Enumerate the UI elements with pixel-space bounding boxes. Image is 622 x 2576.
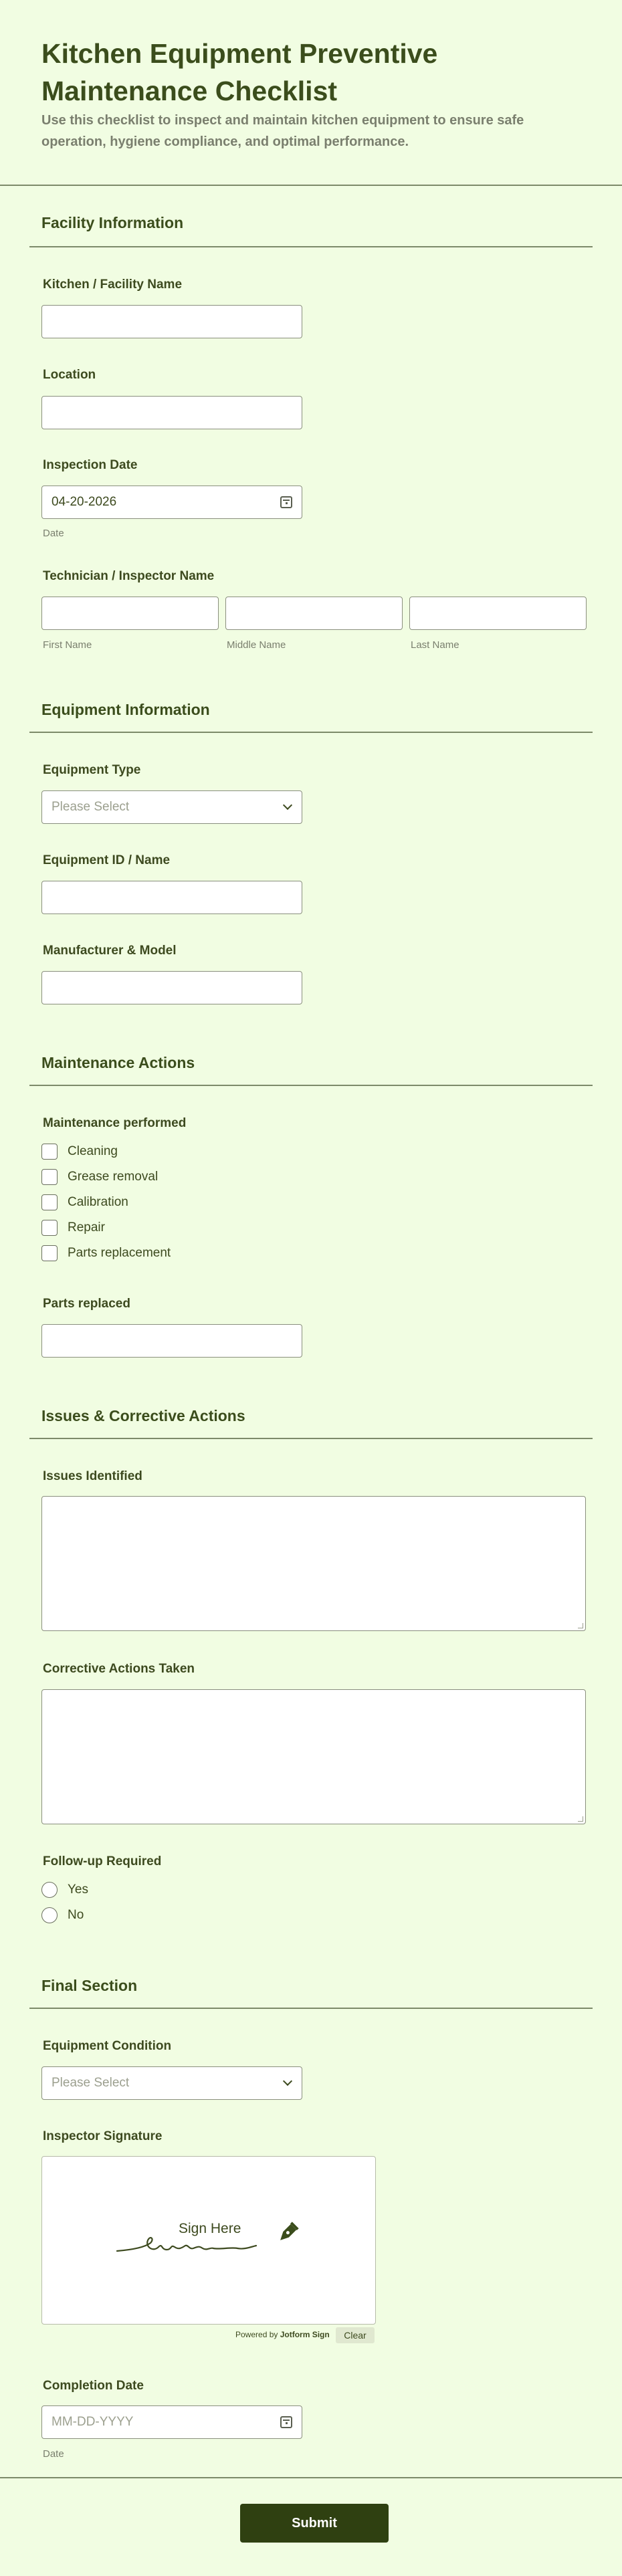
first-name-sublabel: First Name [43,639,92,651]
equipment-id-input[interactable] [41,881,302,914]
radio-button[interactable] [41,1907,58,1923]
resize-handle-icon[interactable] [578,1623,583,1628]
calendar-icon[interactable] [280,2416,292,2428]
checkbox-label: Parts replacement [68,1246,171,1260]
manufacturer-model-label: Manufacturer & Model [43,944,177,958]
checkbox-option-repair[interactable] [41,1219,105,1237]
equipment-condition-select[interactable] [41,2066,302,2100]
section-divider [29,2008,593,2009]
clear-signature-button[interactable]: Clear [336,2327,375,2343]
chevron-down-icon [283,2076,292,2086]
checkbox-label: Grease removal [68,1170,159,1184]
radio-option-no[interactable] [41,1907,84,1924]
form-header [0,0,622,186]
facility-name-label: Kitchen / Facility Name [43,278,183,292]
first-name-input[interactable] [41,597,219,630]
corrective-actions-label: Corrective Actions Taken [43,1662,195,1676]
inspection-date-sublabel: Date [43,528,64,539]
radio-label: No [68,1908,84,1922]
section-title-issues: Issues & Corrective Actions [41,1407,245,1424]
maintenance-performed-label: Maintenance performed [43,1116,187,1130]
checkbox-label: Cleaning [68,1144,118,1158]
inspection-date-label: Inspection Date [43,458,138,472]
followup-required-label: Follow-up Required [43,1854,162,1868]
powered-by-brand: Jotform Sign [280,2330,330,2339]
location-input[interactable] [41,396,302,429]
section-title-equipment: Equipment Information [41,701,210,718]
section-title-maintenance: Maintenance Actions [41,1054,195,1071]
equipment-type-placeholder: Please Select [51,800,130,814]
section-title-final: Final Section [41,1977,138,1994]
radio-option-yes[interactable] [41,1881,88,1899]
technician-label: Technician / Inspector Name [43,569,215,583]
checkbox[interactable] [41,1245,58,1261]
checkbox-option-calibration[interactable] [41,1194,128,1211]
checkbox-label: Repair [68,1220,105,1235]
calendar-icon[interactable] [280,496,292,508]
middle-name-input[interactable] [225,597,403,630]
completion-date-sublabel: Date [43,2448,64,2460]
resize-handle-icon[interactable] [578,1816,583,1822]
signature-pad[interactable] [41,2156,376,2325]
inspection-date-input[interactable] [41,486,302,519]
middle-name-sublabel: Middle Name [227,639,286,651]
section-divider [29,732,593,733]
form-title: Kitchen Equipment Preventive Maintenance Checklist [41,38,438,106]
sign-here-text: Sign Here [179,2221,241,2236]
equipment-condition-label: Equipment Condition [43,2039,172,2053]
equipment-condition-placeholder: Please Select [51,2076,130,2090]
section-title-facility: Facility Information [41,214,184,231]
footer-divider [0,2477,622,2478]
completion-date-placeholder: MM-DD-YYYY [51,2415,134,2429]
facility-name-input[interactable] [41,305,302,338]
radio-button[interactable] [41,1882,58,1898]
powered-by-text [235,2330,330,2339]
parts-replaced-input[interactable] [41,1324,302,1358]
checkbox[interactable] [41,1220,58,1236]
completion-date-input[interactable] [41,2405,302,2439]
issues-identified-textarea[interactable] [41,1496,586,1631]
checkbox-option-cleaning[interactable] [41,1143,118,1160]
corrective-actions-textarea[interactable] [41,1689,586,1824]
inspection-date-value: 04-20-2026 [51,495,117,509]
equipment-type-label: Equipment Type [43,763,141,777]
checkbox[interactable] [41,1194,58,1210]
manufacturer-model-input[interactable] [41,971,302,1004]
location-label: Location [43,368,96,382]
equipment-type-select[interactable] [41,790,302,824]
section-divider [29,1438,593,1439]
last-name-input[interactable] [409,597,587,630]
pen-nib-icon [274,2220,300,2247]
section-divider [29,246,593,247]
section-divider [29,1085,593,1086]
checkbox[interactable] [41,1144,58,1160]
equipment-id-label: Equipment ID / Name [43,853,171,867]
powered-by-label: Powered by [235,2330,278,2339]
checkbox[interactable] [41,1169,58,1185]
last-name-sublabel: Last Name [411,639,459,651]
radio-label: Yes [68,1883,88,1897]
inspector-signature-label: Inspector Signature [43,2129,163,2143]
parts-replaced-label: Parts replaced [43,1297,130,1311]
checkbox-option-parts-replacement[interactable] [41,1245,171,1262]
form-subtitle: Use this checklist to inspect and maintain kitchen equipment to ensure safe operation, hygiene compliance, and optimal performance. [41,113,524,149]
completion-date-label: Completion Date [43,2379,144,2393]
issues-identified-label: Issues Identified [43,1469,142,1483]
submit-button[interactable]: Submit [240,2504,389,2543]
checkbox-option-grease-removal[interactable] [41,1168,158,1186]
chevron-down-icon [283,800,292,810]
checkbox-label: Calibration [68,1195,128,1209]
